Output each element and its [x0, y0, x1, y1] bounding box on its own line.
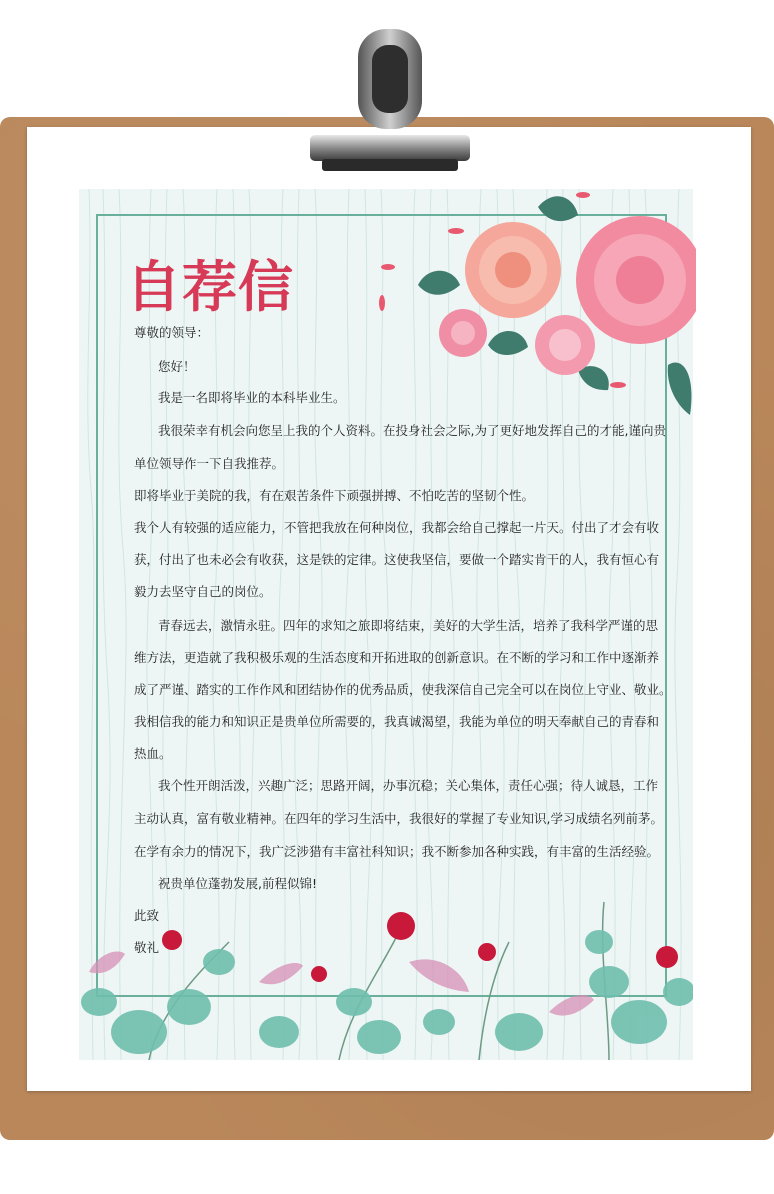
- paragraph-line: 单位领导作一下自我推荐。: [134, 456, 285, 471]
- salutation: 尊敬的领导：: [134, 325, 210, 340]
- paragraph-line: 热血。: [134, 746, 172, 761]
- binder-clip-icon: [300, 23, 480, 183]
- paragraph-line: 毅力去坚守自己的岗位。: [134, 584, 272, 599]
- greeting: 您好！: [158, 359, 196, 374]
- rose-flowers-icon: [378, 185, 696, 430]
- paragraph-line: 成了严谨、踏实的工作作风和团结协作的优秀品质，使我深信自己完全可以在岗位上守业、敬业。: [134, 682, 672, 697]
- closing-line: 此致: [134, 908, 160, 923]
- closing-line: 敬礼: [134, 940, 160, 955]
- paragraph-line: 我个性开朗活泼，兴趣广泛；思路开阔，办事沉稳；关心集体，责任心强；待人诚恳，工作: [158, 778, 659, 793]
- paragraph-line: 在学有余力的情况下，我广泛涉猎有丰富社科知识；我不断参加各种实践，有丰富的生活经验。: [134, 844, 660, 859]
- paragraph-line: 青春远去，激情永驻。四年的求知之旅即将结束，美好的大学生活，培养了我科学严谨的思: [158, 618, 659, 633]
- paragraph-line: 获，付出了也未必会有收获，这是铁的定律。这使我坚信，要做一个踏实肯干的人，我有恒心有: [134, 552, 660, 567]
- page-title: 自荐信: [126, 255, 295, 319]
- paragraph-line: 我很荣幸有机会向您呈上我的个人资料。在投身社会之际,为了更好地发挥自己的才能,谨向贵: [158, 423, 666, 438]
- paragraph-line: 我相信我的能力和知识正是贵单位所需要的，我真诚渴望，我能为单位的明天奉献自己的青春和: [134, 714, 660, 729]
- paragraph-line: 主动认真，富有敬业精神。在四年的学习生活中，我很好的掌握了专业知识,学习成绩名列前茅。: [134, 811, 663, 826]
- paragraph-line: 我个人有较强的适应能力，不管把我放在何种岗位，我都会给自己撑起一片天。付出了才会有收: [134, 520, 660, 535]
- paragraph-line: 我是一名即将毕业的本科毕业生。: [158, 390, 346, 405]
- paragraph-line: 维方法，更造就了我积极乐观的生活态度和开拓进取的创新意识。在不断的学习和工作中逐渐养: [134, 650, 660, 665]
- paragraph-line: 即将毕业于美院的我，有在艰苦条件下顽强拼搏、不怕吃苦的坚韧个性。: [134, 488, 535, 503]
- paragraph-line: 祝贵单位蓬勃发展,前程似锦!: [158, 876, 317, 891]
- leaves-foliage-icon: [79, 882, 693, 1060]
